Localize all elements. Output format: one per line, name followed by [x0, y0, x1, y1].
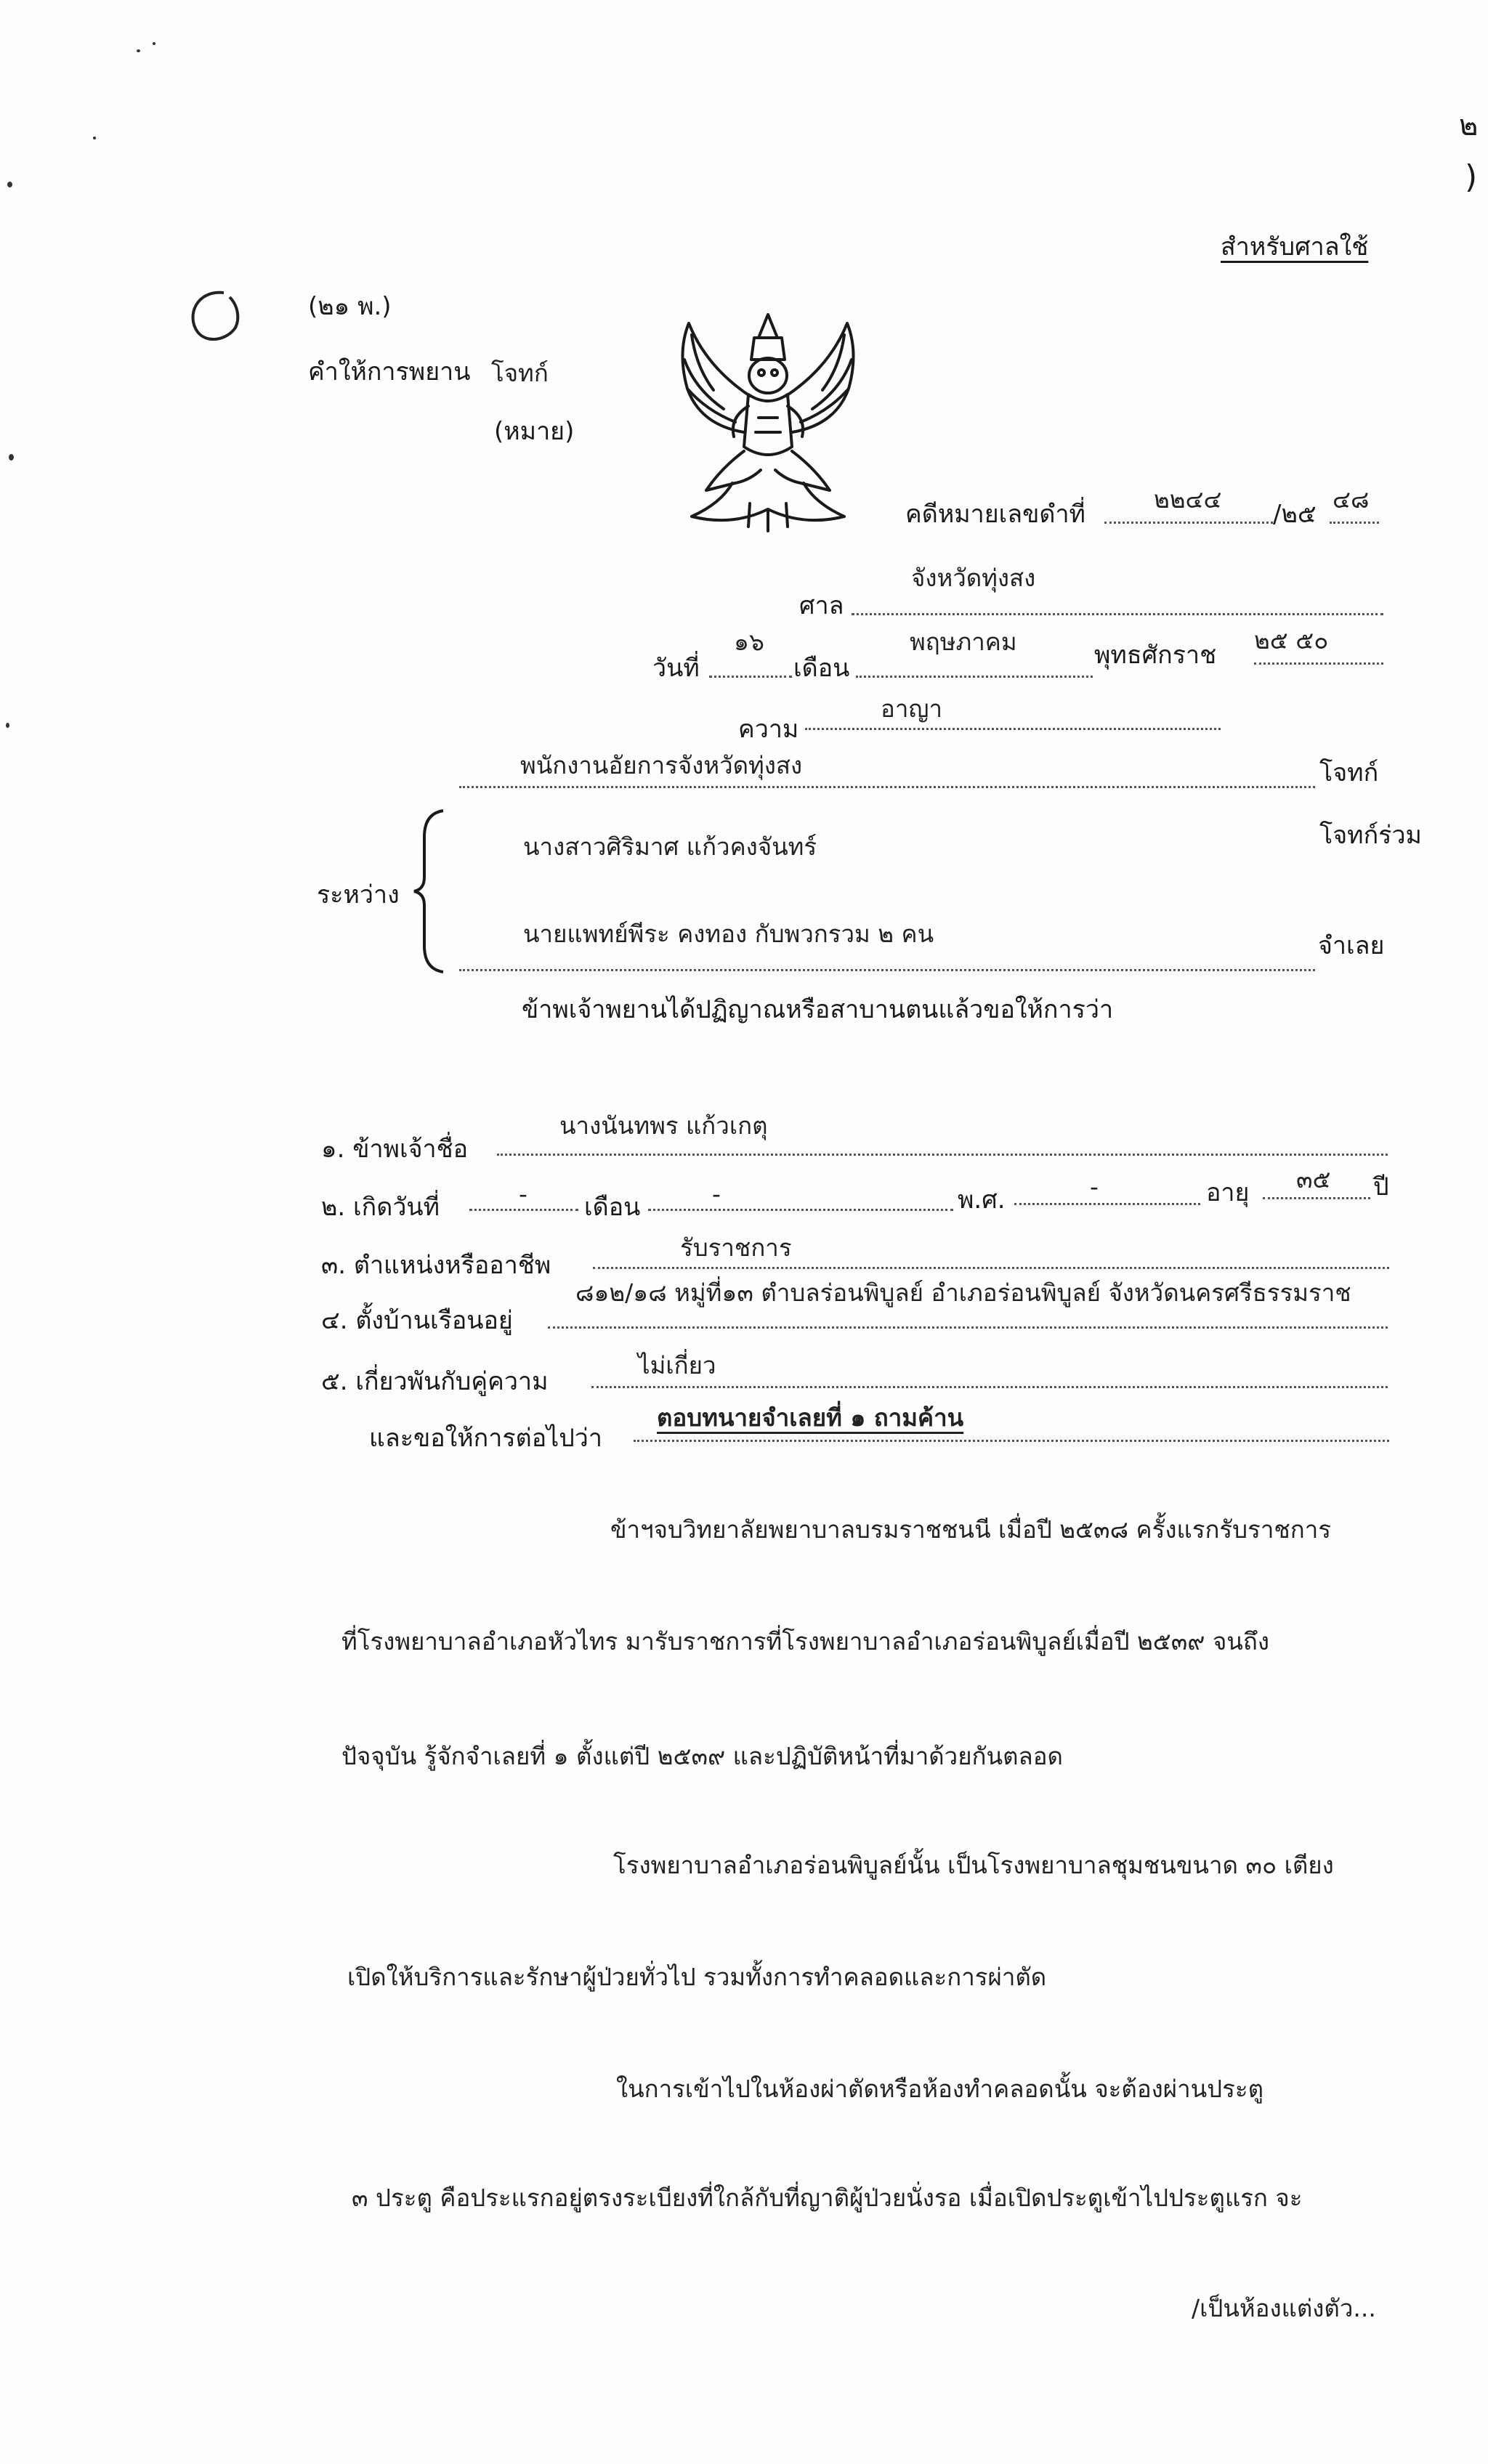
matter-label: ความ	[738, 715, 799, 744]
occupation: รับราชการ	[680, 1233, 792, 1262]
witness-side: โจทก์	[491, 359, 549, 387]
birth-month-label: เดือน	[584, 1193, 641, 1222]
form-code: (๒๑ พ.)	[308, 292, 392, 321]
date-year-dotted-line	[1254, 662, 1383, 665]
defendant-role: จำเลย	[1318, 931, 1385, 960]
testimony-line: เปิดให้บริการและรักษาผู้ป่วยทั่วไป รวมทั้งการทำคลอดและการผ่าตัด	[347, 1963, 1047, 1991]
testimony-line: ปัจจุบัน รู้จักจำเลยที่ ๑ ตั้งแต่ปี ๒๕๓๙ และปฏิบัติหน้าที่มาด้วยกันตลอด	[341, 1742, 1063, 1770]
document-title: คำให้การพยาน	[308, 357, 471, 386]
date-month: พฤษภาคม	[910, 628, 1017, 656]
witness-name: นางนันทพร แก้วเกตุ	[559, 1111, 768, 1140]
document-note: (หมาย)	[494, 417, 575, 446]
oath-statement: ข้าพเจ้าพยานได้ปฏิญาณหรือสาบานตนแล้วขอให้การว่า	[522, 995, 1114, 1024]
date-month-dotted-line	[856, 676, 1093, 678]
co-plaintiff-name: นางสาวศิริมาศ แก้วคงจันทร์	[523, 832, 817, 861]
court-name: จังหวัดทุ่งสง	[911, 564, 1036, 592]
birth-month: -	[712, 1180, 721, 1208]
birth-day-dotted-line	[469, 1209, 578, 1211]
field-3-dotted-line	[593, 1267, 1389, 1269]
testimony-line: ข้าฯจบวิทยาลัยพยาบาลบรมราชชนนี เมื่อปี ๒๕๓๘ ครั้งแรกรับราชการ	[610, 1515, 1331, 1544]
testimony-line: ๓ ประตู คือประแรกอยู่ตรงระเบียงที่ใกล้กับที่ญาติผู้ป่วยนั่งรอ เมื่อเปิดประตูเข้าไปประตูแรก จะ	[352, 2184, 1303, 2212]
testimony-line: ที่โรงพยาบาลอำเภอหัวไทร มารับราชการที่โรงพยาบาลอำเภอร่อนพิบูลย์เมื่อปี ๒๕๓๙ จนถึง	[341, 1627, 1269, 1655]
date-day-dotted-line	[709, 676, 792, 678]
scan-speck	[6, 723, 9, 728]
case-year-prefix: /๒๕	[1273, 500, 1317, 529]
defendant-name: นายแพทย์พีระ คงทอง กับพวกรวม ๒ คน	[523, 920, 934, 948]
garuda-emblem	[663, 309, 873, 534]
birth-year-dotted-line	[1014, 1203, 1200, 1205]
scan-speck	[9, 454, 14, 461]
plaintiff-name: พนักงานอัยการจังหวัดทุ่งสง	[520, 751, 803, 779]
handwritten-circle-mark	[182, 287, 247, 345]
page-bracket-mark: )	[1465, 158, 1478, 195]
address: ๘๑๒/๑๘ หมู่ที่๑๓ ตำบลร่อนพิบูลย์ อำเภอร่อนพิบูลย์ จังหวัดนครศรีธรรมราช	[575, 1278, 1351, 1307]
scan-speck	[137, 49, 140, 52]
between-label: ระหว่าง	[317, 880, 400, 909]
court-use-label: สำหรับศาลใช้	[1221, 232, 1369, 262]
plaintiff-dotted-line	[459, 786, 1315, 788]
date-label: วันที่	[652, 654, 700, 683]
age-dotted-line	[1263, 1197, 1370, 1199]
case-number-label: คดีหมายเลขดำที่	[905, 500, 1085, 529]
field-1-label: ๑. ข้าพเจ้าชื่อ	[321, 1135, 469, 1164]
field-4-dotted-line	[548, 1326, 1388, 1329]
date-month-label: เดือน	[793, 654, 850, 683]
testimony-line: โรงพยาบาลอำเภอร่อนพิบูลย์นั้น เป็นโรงพยาบาลชุมชนขนาด ๓๐ เตียง	[613, 1851, 1334, 1879]
continue-label: และขอให้การต่อไปว่า	[369, 1424, 602, 1453]
age-label: อายุ	[1206, 1178, 1250, 1207]
field-2-label: ๒. เกิดวันที่	[321, 1193, 440, 1222]
co-plaintiff-role: โจทก์ร่วม	[1319, 821, 1422, 850]
field-5-dotted-line	[591, 1386, 1388, 1388]
scan-speck	[153, 42, 155, 45]
between-brace	[411, 808, 448, 975]
field-5-label: ๕. เกี่ยวพันกับคู่ความ	[321, 1367, 549, 1396]
case-year: ๔๘	[1333, 485, 1370, 514]
age-unit: ปี	[1373, 1172, 1389, 1201]
plaintiff-role: โจทก์	[1319, 758, 1379, 787]
birth-day: -	[519, 1180, 527, 1208]
matter-dotted-line	[805, 728, 1221, 730]
case-number: ๒๒๔๔	[1154, 485, 1222, 514]
page-number-mark: ๒	[1459, 109, 1479, 142]
scan-speck	[7, 182, 12, 187]
testimony-line: ในการเข้าไปในห้องผ่าตัดหรือห้องทำคลอดนั้น จะต้องผ่านประตู	[616, 2075, 1263, 2103]
continued-marker: /เป็นห้องแต่งตัว...	[1192, 2294, 1376, 2322]
continue-dotted-line	[634, 1440, 1389, 1442]
case-number-dotted-line	[1104, 522, 1273, 524]
age-value: ๓๕	[1296, 1165, 1331, 1194]
defendant-dotted-line	[459, 969, 1315, 971]
scan-speck	[93, 137, 96, 139]
cross-examination-heading: ตอบทนายจำเลยที่ ๑ ถามค้าน	[657, 1403, 964, 1432]
field-4-label: ๔. ตั้งบ้านเรือนอยู่	[321, 1306, 513, 1335]
field-1-dotted-line	[497, 1154, 1388, 1156]
field-3-label: ๓. ตำแหน่งหรืออาชีพ	[321, 1251, 551, 1280]
date-year: ๒๕ ๕๐	[1254, 626, 1329, 654]
birth-year: -	[1090, 1172, 1099, 1201]
case-year-dotted-line	[1330, 522, 1379, 524]
date-day: ๑๖	[734, 628, 764, 656]
era-label: พุทธศักราช	[1094, 641, 1217, 670]
birth-month-dotted-line	[648, 1209, 953, 1211]
court-label: ศาล	[799, 591, 844, 620]
matter-value: อาญา	[881, 694, 942, 723]
court-dotted-line	[852, 613, 1383, 615]
relation-to-parties: ไม่เกี่ยว	[638, 1351, 716, 1379]
birth-year-label: พ.ศ.	[958, 1186, 1006, 1215]
